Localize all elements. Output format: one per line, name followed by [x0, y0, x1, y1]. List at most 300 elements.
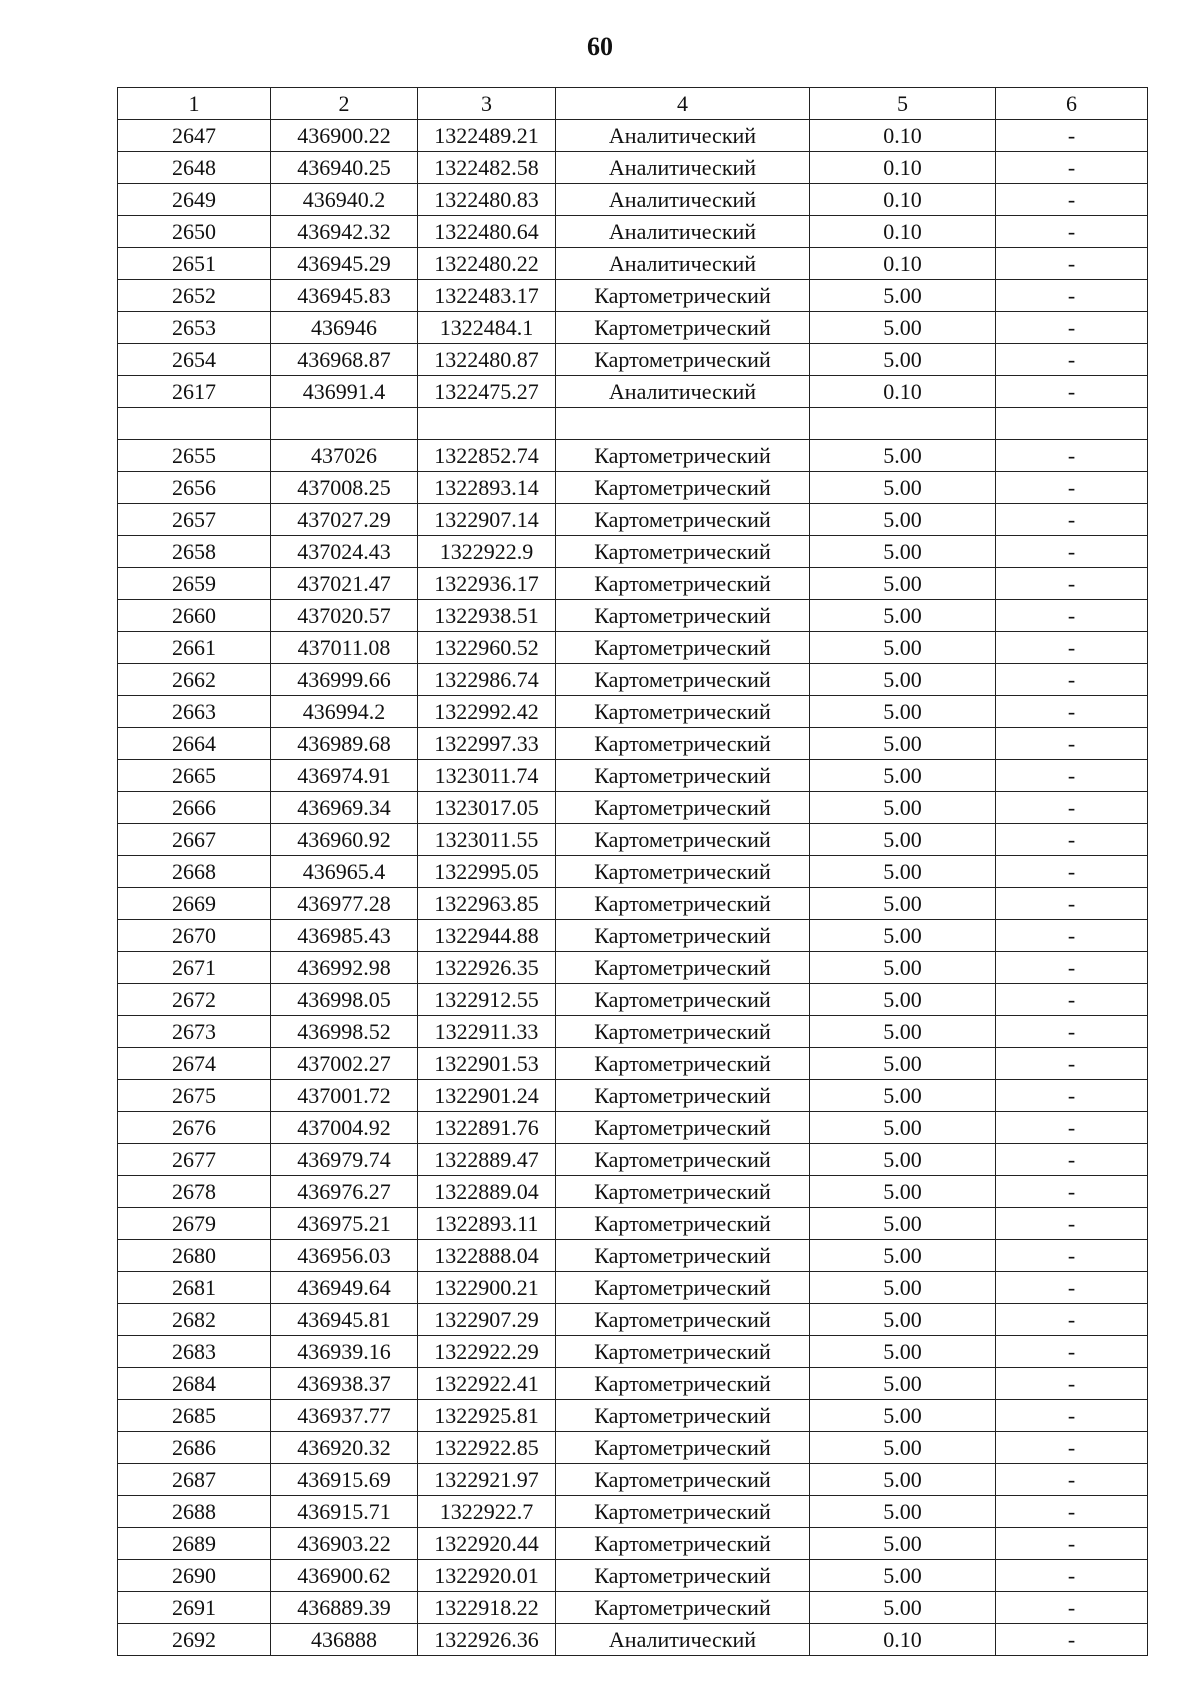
- y-coordinate-cell: 1322936.17: [418, 568, 556, 600]
- y-coordinate-cell: 1322922.85: [418, 1432, 556, 1464]
- accuracy-cell: 5.00: [810, 440, 996, 472]
- point-number-cell: 2684: [118, 1368, 271, 1400]
- y-coordinate-cell: 1322484.1: [418, 312, 556, 344]
- accuracy-cell: 5.00: [810, 952, 996, 984]
- note-cell: -: [996, 216, 1148, 248]
- table-row: [118, 1400, 1148, 1432]
- accuracy-cell: 5.00: [810, 1528, 996, 1560]
- x-coordinate-cell: 436945.29: [271, 248, 418, 280]
- x-coordinate-cell: 436985.43: [271, 920, 418, 952]
- x-coordinate-cell: 436900.62: [271, 1560, 418, 1592]
- point-number-cell: 2686: [118, 1432, 271, 1464]
- method-cell: Картометрический: [556, 504, 810, 536]
- y-coordinate-cell: 1322922.29: [418, 1336, 556, 1368]
- note-cell: -: [996, 632, 1148, 664]
- note-cell: -: [996, 856, 1148, 888]
- accuracy-cell: 5.00: [810, 1368, 996, 1400]
- column-header: 4: [556, 88, 810, 120]
- y-coordinate-cell: 1323011.55: [418, 824, 556, 856]
- accuracy-cell: 5.00: [810, 1592, 996, 1624]
- table-row: [118, 1048, 1148, 1080]
- method-cell: Картометрический: [556, 568, 810, 600]
- note-cell: -: [996, 1272, 1148, 1304]
- y-coordinate-cell: 1322925.81: [418, 1400, 556, 1432]
- x-coordinate-cell: 436915.71: [271, 1496, 418, 1528]
- note-cell: -: [996, 248, 1148, 280]
- x-coordinate-cell: 436994.2: [271, 696, 418, 728]
- point-number-cell: 2668: [118, 856, 271, 888]
- point-number-cell: 2655: [118, 440, 271, 472]
- accuracy-cell: 0.10: [810, 216, 996, 248]
- y-coordinate-cell: 1322920.01: [418, 1560, 556, 1592]
- note-cell: -: [996, 600, 1148, 632]
- note-cell: -: [996, 1048, 1148, 1080]
- method-cell: Картометрический: [556, 664, 810, 696]
- point-number-cell: 2685: [118, 1400, 271, 1432]
- point-number-cell: 2680: [118, 1240, 271, 1272]
- note-cell: -: [996, 344, 1148, 376]
- point-number-cell: 2665: [118, 760, 271, 792]
- note-cell: -: [996, 1240, 1148, 1272]
- method-cell: Картометрический: [556, 1048, 810, 1080]
- x-coordinate-cell: 436975.21: [271, 1208, 418, 1240]
- x-coordinate-cell: 436937.77: [271, 1400, 418, 1432]
- accuracy-cell: 5.00: [810, 1208, 996, 1240]
- point-number-cell: 2676: [118, 1112, 271, 1144]
- y-coordinate-cell: 1322901.24: [418, 1080, 556, 1112]
- y-coordinate-cell: 1322922.41: [418, 1368, 556, 1400]
- x-coordinate-cell: 436900.22: [271, 120, 418, 152]
- method-cell: Картометрический: [556, 344, 810, 376]
- table-row: [118, 1080, 1148, 1112]
- table-row: [118, 408, 1148, 440]
- table-row: [118, 664, 1148, 696]
- note-cell: -: [996, 120, 1148, 152]
- point-number-cell: 2656: [118, 472, 271, 504]
- accuracy-cell: [810, 408, 996, 440]
- y-coordinate-cell: 1322482.58: [418, 152, 556, 184]
- method-cell: Аналитический: [556, 216, 810, 248]
- y-coordinate-cell: 1322995.05: [418, 856, 556, 888]
- table-row: [118, 1336, 1148, 1368]
- x-coordinate-cell: 436977.28: [271, 888, 418, 920]
- x-coordinate-cell: 437002.27: [271, 1048, 418, 1080]
- accuracy-cell: 5.00: [810, 312, 996, 344]
- method-cell: Картометрический: [556, 472, 810, 504]
- table-row: [118, 376, 1148, 408]
- point-number-cell: 2672: [118, 984, 271, 1016]
- table-row: [118, 696, 1148, 728]
- x-coordinate-cell: 436960.92: [271, 824, 418, 856]
- point-number-cell: 2650: [118, 216, 271, 248]
- note-cell: -: [996, 664, 1148, 696]
- x-coordinate-cell: 436992.98: [271, 952, 418, 984]
- point-number-cell: 2660: [118, 600, 271, 632]
- x-coordinate-cell: 436945.83: [271, 280, 418, 312]
- y-coordinate-cell: 1322926.36: [418, 1624, 556, 1656]
- method-cell: Картометрический: [556, 1016, 810, 1048]
- accuracy-cell: 0.10: [810, 248, 996, 280]
- accuracy-cell: 5.00: [810, 472, 996, 504]
- point-number-cell: 2617: [118, 376, 271, 408]
- y-coordinate-cell: 1322891.76: [418, 1112, 556, 1144]
- method-cell: Картометрический: [556, 952, 810, 984]
- note-cell: -: [996, 1080, 1148, 1112]
- point-number-cell: 2691: [118, 1592, 271, 1624]
- method-cell: [556, 408, 810, 440]
- accuracy-cell: 5.00: [810, 1048, 996, 1080]
- x-coordinate-cell: 436942.32: [271, 216, 418, 248]
- method-cell: Картометрический: [556, 728, 810, 760]
- method-cell: Картометрический: [556, 440, 810, 472]
- accuracy-cell: 0.10: [810, 184, 996, 216]
- point-number-cell: 2692: [118, 1624, 271, 1656]
- table-row: [118, 920, 1148, 952]
- y-coordinate-cell: 1322889.04: [418, 1176, 556, 1208]
- y-coordinate-cell: 1322900.21: [418, 1272, 556, 1304]
- table-row: [118, 1432, 1148, 1464]
- table-row: [118, 1272, 1148, 1304]
- header-row: [118, 88, 1148, 120]
- table-row: [118, 792, 1148, 824]
- point-number-cell: 2673: [118, 1016, 271, 1048]
- table-row: [118, 1304, 1148, 1336]
- table-row: [118, 1240, 1148, 1272]
- y-coordinate-cell: 1322997.33: [418, 728, 556, 760]
- y-coordinate-cell: 1322992.42: [418, 696, 556, 728]
- y-coordinate-cell: 1322922.7: [418, 1496, 556, 1528]
- accuracy-cell: 0.10: [810, 376, 996, 408]
- point-number-cell: 2669: [118, 888, 271, 920]
- y-coordinate-cell: 1322893.11: [418, 1208, 556, 1240]
- y-coordinate-cell: 1322889.47: [418, 1144, 556, 1176]
- accuracy-cell: 5.00: [810, 1176, 996, 1208]
- x-coordinate-cell: 436991.4: [271, 376, 418, 408]
- method-cell: Аналитический: [556, 184, 810, 216]
- method-cell: Аналитический: [556, 120, 810, 152]
- note-cell: -: [996, 1528, 1148, 1560]
- accuracy-cell: 5.00: [810, 888, 996, 920]
- table-row: [118, 600, 1148, 632]
- note-cell: -: [996, 1144, 1148, 1176]
- table-row: [118, 280, 1148, 312]
- method-cell: Аналитический: [556, 1624, 810, 1656]
- point-number-cell: 2663: [118, 696, 271, 728]
- point-number-cell: 2648: [118, 152, 271, 184]
- table-row: [118, 1560, 1148, 1592]
- accuracy-cell: 5.00: [810, 760, 996, 792]
- point-number-cell: 2649: [118, 184, 271, 216]
- note-cell: -: [996, 1368, 1148, 1400]
- x-coordinate-cell: 436920.32: [271, 1432, 418, 1464]
- accuracy-cell: 5.00: [810, 280, 996, 312]
- note-cell: -: [996, 1112, 1148, 1144]
- note-cell: -: [996, 280, 1148, 312]
- point-number-cell: 2683: [118, 1336, 271, 1368]
- accuracy-cell: 5.00: [810, 1016, 996, 1048]
- x-coordinate-cell: 436989.68: [271, 728, 418, 760]
- x-coordinate-cell: 436969.34: [271, 792, 418, 824]
- method-cell: Картометрический: [556, 1592, 810, 1624]
- accuracy-cell: 5.00: [810, 1272, 996, 1304]
- coordinates-table: [117, 87, 1148, 1656]
- y-coordinate-cell: 1322893.14: [418, 472, 556, 504]
- note-cell: -: [996, 792, 1148, 824]
- accuracy-cell: 5.00: [810, 824, 996, 856]
- x-coordinate-cell: 436979.74: [271, 1144, 418, 1176]
- x-coordinate-cell: 436945.81: [271, 1304, 418, 1336]
- accuracy-cell: 5.00: [810, 664, 996, 696]
- point-number-cell: 2651: [118, 248, 271, 280]
- point-number-cell: 2687: [118, 1464, 271, 1496]
- accuracy-cell: 5.00: [810, 1240, 996, 1272]
- method-cell: Картометрический: [556, 1304, 810, 1336]
- method-cell: Картометрический: [556, 1240, 810, 1272]
- note-cell: -: [996, 760, 1148, 792]
- x-coordinate-cell: 436946: [271, 312, 418, 344]
- table-row: [118, 344, 1148, 376]
- y-coordinate-cell: 1322963.85: [418, 888, 556, 920]
- table-row: [118, 1208, 1148, 1240]
- method-cell: Картометрический: [556, 888, 810, 920]
- point-number-cell: 2674: [118, 1048, 271, 1080]
- point-number-cell: 2671: [118, 952, 271, 984]
- table-row: [118, 504, 1148, 536]
- x-coordinate-cell: 437020.57: [271, 600, 418, 632]
- note-cell: -: [996, 888, 1148, 920]
- y-coordinate-cell: 1322907.29: [418, 1304, 556, 1336]
- note-cell: -: [996, 536, 1148, 568]
- method-cell: Картометрический: [556, 856, 810, 888]
- method-cell: Картометрический: [556, 1560, 810, 1592]
- point-number-cell: 2678: [118, 1176, 271, 1208]
- note-cell: -: [996, 920, 1148, 952]
- table-row: [118, 184, 1148, 216]
- point-number-cell: 2666: [118, 792, 271, 824]
- point-number-cell: 2653: [118, 312, 271, 344]
- note-cell: -: [996, 728, 1148, 760]
- y-coordinate-cell: 1322912.55: [418, 984, 556, 1016]
- accuracy-cell: 5.00: [810, 1560, 996, 1592]
- point-number-cell: 2677: [118, 1144, 271, 1176]
- accuracy-cell: 0.10: [810, 152, 996, 184]
- method-cell: Картометрический: [556, 1368, 810, 1400]
- point-number-cell: 2675: [118, 1080, 271, 1112]
- method-cell: Картометрический: [556, 792, 810, 824]
- accuracy-cell: 5.00: [810, 696, 996, 728]
- table-row: [118, 120, 1148, 152]
- method-cell: Картометрический: [556, 824, 810, 856]
- column-header: 2: [271, 88, 418, 120]
- x-coordinate-cell: 437024.43: [271, 536, 418, 568]
- method-cell: Картометрический: [556, 1080, 810, 1112]
- table-header: [118, 88, 1148, 120]
- table-row: [118, 888, 1148, 920]
- table-row: [118, 1112, 1148, 1144]
- table-row: [118, 312, 1148, 344]
- table-row: [118, 984, 1148, 1016]
- method-cell: Картометрический: [556, 1528, 810, 1560]
- x-coordinate-cell: 436968.87: [271, 344, 418, 376]
- method-cell: Картометрический: [556, 632, 810, 664]
- accuracy-cell: 0.10: [810, 120, 996, 152]
- table-row: [118, 536, 1148, 568]
- table-row: [118, 1464, 1148, 1496]
- note-cell: -: [996, 1304, 1148, 1336]
- y-coordinate-cell: 1322944.88: [418, 920, 556, 952]
- column-header: 5: [810, 88, 996, 120]
- method-cell: Картометрический: [556, 312, 810, 344]
- method-cell: Картометрический: [556, 1112, 810, 1144]
- y-coordinate-cell: 1322960.52: [418, 632, 556, 664]
- table-row: [118, 472, 1148, 504]
- point-number-cell: 2679: [118, 1208, 271, 1240]
- x-coordinate-cell: 437011.08: [271, 632, 418, 664]
- accuracy-cell: 5.00: [810, 1336, 996, 1368]
- y-coordinate-cell: 1322938.51: [418, 600, 556, 632]
- point-number-cell: 2652: [118, 280, 271, 312]
- note-cell: -: [996, 152, 1148, 184]
- y-coordinate-cell: 1322475.27: [418, 376, 556, 408]
- x-coordinate-cell: 436974.91: [271, 760, 418, 792]
- y-coordinate-cell: 1322483.17: [418, 280, 556, 312]
- table-row: [118, 1592, 1148, 1624]
- y-coordinate-cell: 1322922.9: [418, 536, 556, 568]
- x-coordinate-cell: 436956.03: [271, 1240, 418, 1272]
- table-row: [118, 440, 1148, 472]
- y-coordinate-cell: 1322480.64: [418, 216, 556, 248]
- note-cell: -: [996, 952, 1148, 984]
- table-row: [118, 1528, 1148, 1560]
- x-coordinate-cell: 436915.69: [271, 1464, 418, 1496]
- method-cell: Картометрический: [556, 1208, 810, 1240]
- y-coordinate-cell: 1322852.74: [418, 440, 556, 472]
- accuracy-cell: 5.00: [810, 1432, 996, 1464]
- x-coordinate-cell: [271, 408, 418, 440]
- y-coordinate-cell: 1322907.14: [418, 504, 556, 536]
- method-cell: Аналитический: [556, 248, 810, 280]
- y-coordinate-cell: 1322480.22: [418, 248, 556, 280]
- accuracy-cell: 5.00: [810, 1144, 996, 1176]
- point-number-cell: 2667: [118, 824, 271, 856]
- x-coordinate-cell: 437001.72: [271, 1080, 418, 1112]
- point-number-cell: 2688: [118, 1496, 271, 1528]
- accuracy-cell: 5.00: [810, 632, 996, 664]
- point-number-cell: 2647: [118, 120, 271, 152]
- method-cell: Картометрический: [556, 280, 810, 312]
- table-row: [118, 728, 1148, 760]
- note-cell: -: [996, 1592, 1148, 1624]
- method-cell: Картометрический: [556, 600, 810, 632]
- point-number-cell: [118, 408, 271, 440]
- y-coordinate-cell: 1322489.21: [418, 120, 556, 152]
- x-coordinate-cell: 436940.2: [271, 184, 418, 216]
- x-coordinate-cell: 437027.29: [271, 504, 418, 536]
- method-cell: Картометрический: [556, 1272, 810, 1304]
- note-cell: -: [996, 1464, 1148, 1496]
- y-coordinate-cell: 1322480.87: [418, 344, 556, 376]
- x-coordinate-cell: 436998.05: [271, 984, 418, 1016]
- method-cell: Картометрический: [556, 536, 810, 568]
- accuracy-cell: 5.00: [810, 1400, 996, 1432]
- page-number: 60: [587, 32, 613, 61]
- note-cell: -: [996, 1176, 1148, 1208]
- point-number-cell: 2662: [118, 664, 271, 696]
- accuracy-cell: 5.00: [810, 344, 996, 376]
- table-row: [118, 1016, 1148, 1048]
- method-cell: Картометрический: [556, 920, 810, 952]
- note-cell: -: [996, 1336, 1148, 1368]
- x-coordinate-cell: 436965.4: [271, 856, 418, 888]
- y-coordinate-cell: 1322480.83: [418, 184, 556, 216]
- method-cell: Картометрический: [556, 1336, 810, 1368]
- note-cell: -: [996, 1016, 1148, 1048]
- table-row: [118, 632, 1148, 664]
- table-row: [118, 856, 1148, 888]
- method-cell: Картометрический: [556, 760, 810, 792]
- point-number-cell: 2658: [118, 536, 271, 568]
- point-number-cell: 2682: [118, 1304, 271, 1336]
- accuracy-cell: 5.00: [810, 792, 996, 824]
- table-row: [118, 568, 1148, 600]
- table-row: [118, 1176, 1148, 1208]
- table-row: [118, 824, 1148, 856]
- x-coordinate-cell: 436889.39: [271, 1592, 418, 1624]
- y-coordinate-cell: 1322918.22: [418, 1592, 556, 1624]
- method-cell: Картометрический: [556, 1464, 810, 1496]
- note-cell: -: [996, 696, 1148, 728]
- x-coordinate-cell: 436949.64: [271, 1272, 418, 1304]
- x-coordinate-cell: 436938.37: [271, 1368, 418, 1400]
- note-cell: -: [996, 472, 1148, 504]
- accuracy-cell: 5.00: [810, 1112, 996, 1144]
- table-row: [118, 760, 1148, 792]
- x-coordinate-cell: 436998.52: [271, 1016, 418, 1048]
- method-cell: Картометрический: [556, 1144, 810, 1176]
- note-cell: -: [996, 1208, 1148, 1240]
- x-coordinate-cell: 436903.22: [271, 1528, 418, 1560]
- note-cell: -: [996, 1624, 1148, 1656]
- method-cell: Картометрический: [556, 1432, 810, 1464]
- x-coordinate-cell: 436976.27: [271, 1176, 418, 1208]
- accuracy-cell: 5.00: [810, 920, 996, 952]
- y-coordinate-cell: 1322888.04: [418, 1240, 556, 1272]
- y-coordinate-cell: 1322911.33: [418, 1016, 556, 1048]
- accuracy-cell: 5.00: [810, 1496, 996, 1528]
- point-number-cell: 2681: [118, 1272, 271, 1304]
- x-coordinate-cell: 436940.25: [271, 152, 418, 184]
- accuracy-cell: 5.00: [810, 1464, 996, 1496]
- note-cell: -: [996, 312, 1148, 344]
- table-row: [118, 1368, 1148, 1400]
- table-body: [118, 120, 1148, 1656]
- note-cell: -: [996, 376, 1148, 408]
- table-row: [118, 248, 1148, 280]
- method-cell: Картометрический: [556, 1176, 810, 1208]
- y-coordinate-cell: 1323017.05: [418, 792, 556, 824]
- x-coordinate-cell: 437026: [271, 440, 418, 472]
- note-cell: -: [996, 824, 1148, 856]
- x-coordinate-cell: 437004.92: [271, 1112, 418, 1144]
- column-header: 6: [996, 88, 1148, 120]
- note-cell: -: [996, 1560, 1148, 1592]
- accuracy-cell: 5.00: [810, 568, 996, 600]
- accuracy-cell: 5.00: [810, 728, 996, 760]
- point-number-cell: 2690: [118, 1560, 271, 1592]
- method-cell: Картометрический: [556, 984, 810, 1016]
- table-row: [118, 1496, 1148, 1528]
- point-number-cell: 2659: [118, 568, 271, 600]
